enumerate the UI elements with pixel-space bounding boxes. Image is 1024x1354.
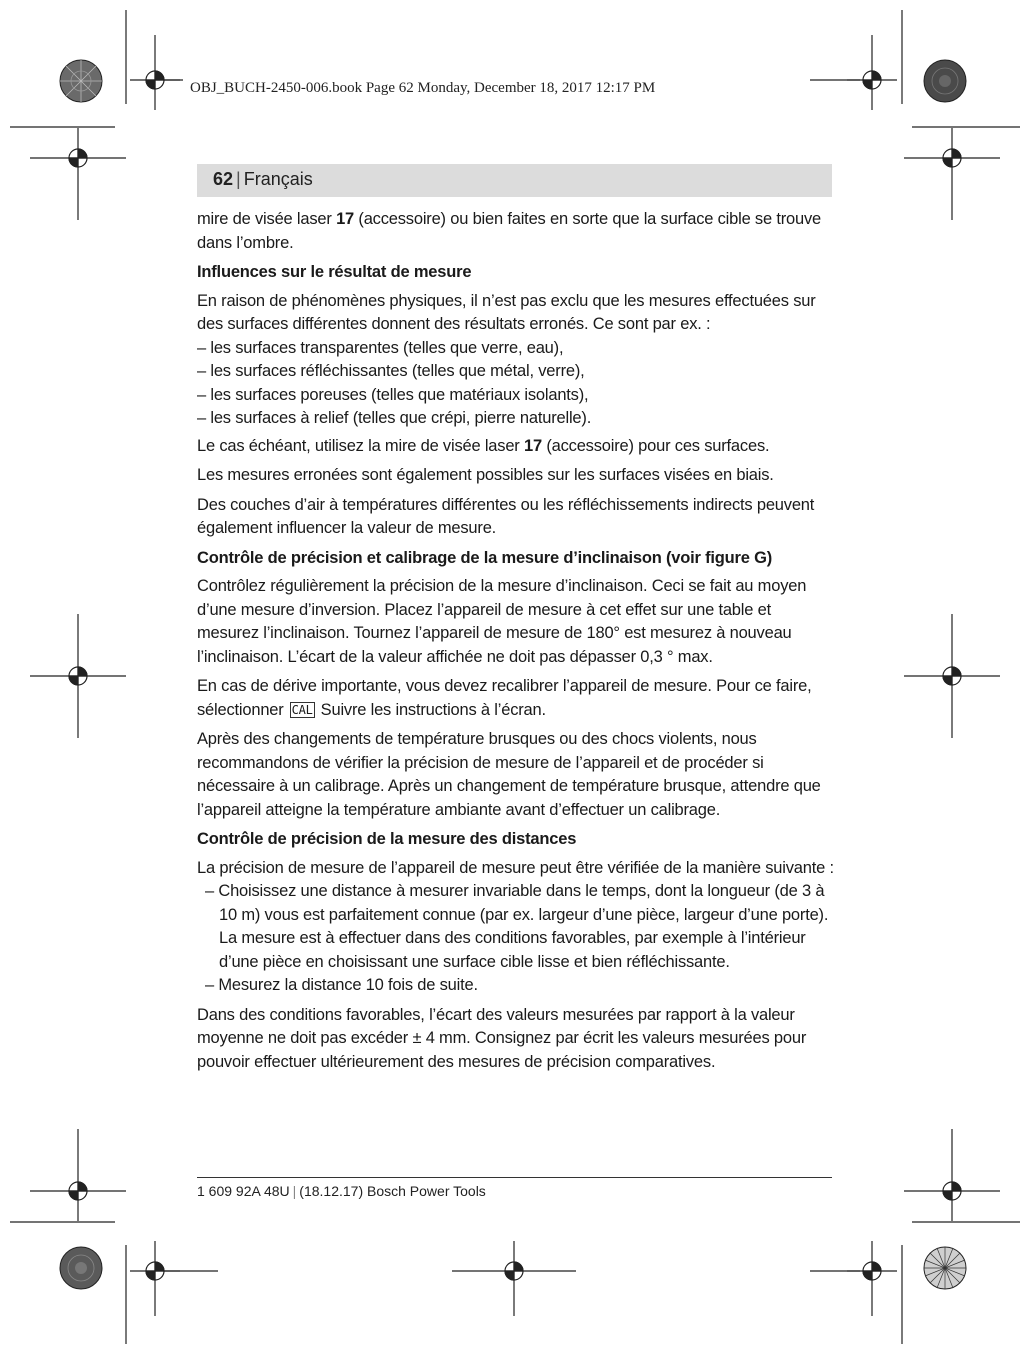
header-separator: |: [236, 169, 241, 189]
s3-list-item: – Choisissez une distance à mesurer invariable dans le temps, dont la longueur (de 3 à 10 m) vous est parfaitement connue (par ex. largeur d’une pièce, largeur d’une porte). La mesure est à effectuer dans des conditions favorables, par exemple à l’intérieur d’une pièce en choisissant une surface cible lisse et bien réfléchissante.: [205, 882, 829, 971]
s1-p2-text-b: (accessoire) pour ces surfaces.: [541, 436, 770, 455]
header-text: [213, 169, 313, 190]
book-file-info: OBJ_BUCH-2450-006.book Page 62 Monday, December 18, 2017 12:17 PM: [190, 80, 656, 96]
intro-paragraph: [197, 208, 837, 255]
footer-brand: Bosch Power Tools: [367, 1183, 486, 1199]
s1-p2-ref: 17: [523, 436, 542, 455]
section-heading-distances: Contrôle de précision de la mesure des distances: [197, 830, 577, 848]
page-body: [197, 208, 837, 1080]
header-language: Français: [243, 169, 313, 189]
s1-paragraph-4: Des couches d’air à températures différentes ou les réfléchissements indirects peuvent également influencer la valeur de mesure.: [197, 495, 815, 537]
s1-paragraph-2: [197, 435, 837, 459]
s2-paragraph-3: Après des changements de température brusques ou des chocs violents, nous recommandons de vérifier la précision de mesure de l’appareil et de procéder si nécessaire à un calibrage. Après un changement de température brusque, attendre que l’appareil atteigne la température ambiante avant d’effectuer un calibrage.: [197, 730, 821, 819]
footer-rule: [197, 1177, 832, 1178]
s2-paragraph-2: [197, 675, 837, 722]
s1-list-item: – les surfaces réfléchissantes (telles que métal, verre),: [197, 362, 585, 380]
s1-paragraph-1: En raison de phénomènes physiques, il n’est pas exclu que les mesures effectuées sur des surfaces différentes donnent des résultats erronés. Ce sont par ex. :: [197, 291, 816, 333]
calibration-symbol-icon: CAL: [291, 702, 313, 717]
s2-p2-text-b: Suivre les instructions à l’écran.: [320, 700, 546, 719]
s1-list-item: – les surfaces poreuses (telles que matériaux isolants),: [197, 385, 589, 404]
s1-paragraph-3: Les mesures erronées sont également possibles sur les surfaces visées en biais.: [197, 466, 774, 484]
section-heading-inclination: Contrôle de précision et calibrage de la mesure d’inclinaison (voir figure G): [197, 548, 773, 567]
page-footer: [197, 1183, 486, 1199]
intro-text-a: mire de visée laser: [197, 210, 337, 228]
section-heading-influences: Influences sur le résultat de mesure: [197, 263, 472, 281]
s2-paragraph-1: Contrôlez régulièrement la précision de la mesure d’inclinaison. Ceci se fait au moyen d’une mesure d’inversion. Placez l’appareil de mesure à cet effet sur une table et mesurez l’inclinaison. Tournez l’appareil de mesure de 180° est mesurez à nouveau l’inclinaison. L’écart de la valeur affichée ne doit pas dépasser 0,3 ° max.: [197, 577, 807, 666]
page-number: 62: [213, 169, 234, 189]
s1-list-item: – les surfaces à relief (telles que crépi, pierre naturelle).: [197, 409, 592, 427]
s1-p2-text-a: Le cas échéant, utilisez la mire de visée laser: [197, 436, 524, 455]
s1-list-item: – les surfaces transparentes (telles que verre, eau),: [197, 338, 564, 357]
s2-p2-text-a: En cas de dérive importante, vous devez recalibrer l’appareil de mesure. Pour ce faire, sélectionner: [197, 677, 812, 719]
s3-paragraph-2: Dans des conditions favorables, l’écart des valeurs mesurées par rapport à la valeur moyenne ne doit pas excéder ± 4 mm. Consignez par écrit les valeurs mesurées pour pouvoir effectuer ultérieurement des mesures de précision comparatives.: [197, 1005, 807, 1071]
s3-paragraph-1: La précision de mesure de l’appareil de mesure peut être vérifiée de la manière suivante :: [197, 858, 834, 877]
footer-date: (18.12.17): [299, 1183, 364, 1199]
footer-doc-number: 1 609 92A 48U: [197, 1183, 290, 1199]
footer-separator: |: [292, 1183, 297, 1199]
intro-ref: 17: [336, 210, 355, 228]
intro-text-b: (accessoire) ou bien faites en sorte que la surface cible se trouve dans l’ombre.: [197, 210, 822, 252]
page-header: [197, 164, 832, 197]
s3-list-item: – Mesurez la distance 10 fois de suite.: [205, 976, 478, 994]
